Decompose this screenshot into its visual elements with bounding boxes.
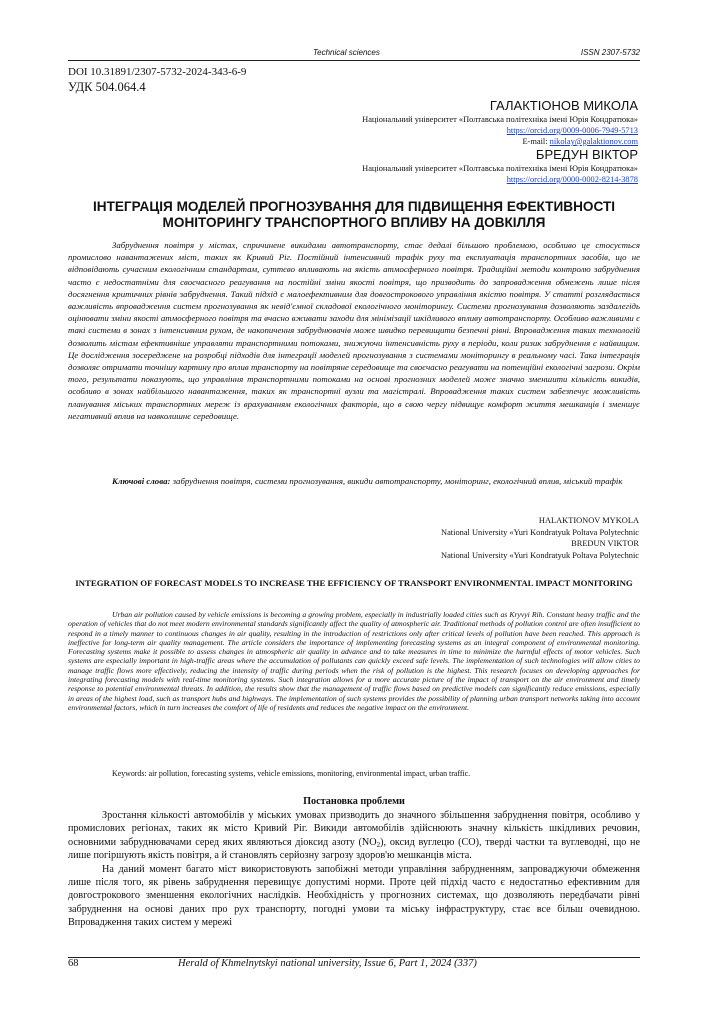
body-text-run: ), оксид вуглецю (CO), тверді частки та вуглеводні, що не лише погіршують якість повітря, а й становлять серйозну загрозу здоров'ю мешканців міста.: [68, 836, 640, 862]
author-affiliation: Національний університет «Полтавська політехніка імені Юрія Кондратюка»: [362, 164, 638, 173]
body-text: [68, 809, 640, 930]
abstract-uk-text: Забруднення повітря у містах, спричинене викидами автотранспорту, стає дедалі більшою проблемою, особливо це стосується промислово навантажених міст, таких як Кривий Ріг. Постійний інтенсивний трафік руху та експлуатація транспортних засобів, що не відповідають сучасним екологічним стандартам, суттєво впливають на якість атмосферного повітря. Традиційні методи контролю забруднення часто є недостатніми для своєчасного реагування на постійні зміни якості повітря, що призводить до запровадження обмежень лише після досягнення критичних рівнів забруднення. Такий підхід є малоефективним для довгострокового управління якістю повітря. У статті розглядається важливість впровадження систем прогнозування як невід'ємної складової екологічного моніторингу. Системи прогнозування дозволяють заздалегідь оцінювати зміни якості атмосферного повітря та вчасно вживати заходи для мінімізації шкідливого впливу автотранспорту. Особливо важливими є такі системи в зонах з інтенсивним рухом, де накопичення забруднювачів може швидко перевищити безпечні рівні. Впровадження таких технологій дозволить містам ефективніше управляти транспортними потоками, знижуючи інтенсивність руху в періоди, коли ризик забруднення є найвищим. Це дослідження зосереджене на розробці підходів для інтеграції моделей прогнозування з системами моніторингу в реальному часі. Така інтеграція дозволяє отримати точнішу картину про вплив транспорту на повітряне середовище та своєчасно реагувати на потенційні екологічні загрози. Окрім того, результати показують, що управління транспортними потоками на основі прогнозних моделей може значно зменшити кількість викидів, особливо в зонах найбільшого навантаження, таких як транспортні вузли та магістралі. Впровадження таких систем забезпечує можливість планування міських транспортних мереж із врахуванням екологічних факторів, що в свою чергу підвищує комфорт життя мешканців і зменшує негативний вплив на навколишнє середовище.: [68, 240, 640, 421]
keywords-uk-text: забруднення повітря, системи прогнозування, викиди автотранспорту, моніторинг, екологічний вплив, міський трафік: [172, 476, 623, 486]
body-paragraph: [68, 809, 640, 863]
abstract-en-text: Urban air pollution caused by vehicle emissions is becoming a growing problem, especially in industrially loaded cities such as Kryvyi Rih. Constant heavy traffic and the operation of vehicles that do not meet modern environmental standards significantly affect the quality of atmospheric air. Traditional methods of pollution control are often insufficient to respond in a timely manner to continuous changes in air quality, resulting in the introduction of restrictions only after critical levels of pollution have been reached. This approach is ineffective for long-term air quality management. The article considers the importance of implementing forecasting systems as an integral component of environmental monitoring. Forecasting systems make it possible to assess changes in atmospheric air quality in advance and to take measures in time to minimize the harmful effects of motor vehicles. Such systems are especially important in high-traffic areas where the accumulation of pollutants can quickly exceed safe levels. The implementation of such technologies will allow cities to manage traffic flows more effectively, reducing the intensity of traffic during periods when the risk of pollution is the highest. This research focuses on developing approaches for integrating forecasting models with real-time monitoring systems. Such integration allows for a more accurate picture of the impact of transport on the air environment and timely response to potential environmental threats. In addition, the results show that the management of traffic flows based on predictive models can significantly reduce emissions, especially in areas of the highest load, such as transport hubs and highways. The implementation of such systems provides the possibility of planning urban transport networks taking into account environmental factors, which in turn increases the comfort of life of residents and reduces the negative impact on the environment.: [68, 610, 640, 712]
author-orcid-link[interactable]: https://orcid.org/0009-0006-7949-5713: [506, 126, 638, 135]
authors-uk: [218, 98, 638, 185]
doi[interactable]: DOI 10.31891/2307-5732-2024-343-6-9: [68, 66, 247, 78]
authors-en: [219, 515, 639, 561]
author-email-link[interactable]: nikolay@galaktionov.com: [549, 137, 638, 146]
header-rule: [68, 60, 640, 61]
section-title: Постановка проблеми: [303, 796, 405, 807]
running-header: [68, 47, 640, 61]
subscript: 2: [376, 840, 381, 849]
author-name: БРЕДУН ВІКТОР: [535, 147, 638, 162]
running-footer: [68, 958, 640, 972]
body-paragraph: На даний момент багато міст використовують запобіжні методи управління забрудненням, запроваджуючи обмеження лише після того, як рівень забруднення перевищує допустимі норми. Проте цей підхід часто є недостатньо ефективним для довгострокового зменшення екологічних наслідків. Необхідність у прогнозних системах, що дозволяють передбачати рівні забруднення на основі даних про рух транспорту, погодні умови та міську інфраструктуру, стає все більш очевидною. Впровадження таких систем у мережі: [68, 863, 640, 929]
body-text-run: Зростання кількості автомобілів у міських умовах призводить до значного збільшення забруднення повітря, особливо у промислових регіонах, таких як місто Кривий Ріг. Викиди автомобілів здійснюють значну кількість шкідливих речовин, основними забруднювачами серед яких являються діоксид азоту (NO: [68, 810, 640, 848]
abstract-en: [68, 610, 640, 712]
header-section: Technical sciences: [313, 48, 380, 57]
paper-title-en: INTEGRATION OF FORECAST MODELS TO INCREASE THE EFFICIENCY OF TRANSPORT ENVIRONMENTAL IMPACT MONITORING: [75, 578, 633, 588]
abstract-uk: [68, 239, 640, 422]
author-name: ГАЛАКТІОНОВ МИКОЛА: [489, 98, 638, 113]
keywords-en: Keywords: air pollution, forecasting systems, vehicle emissions, monitoring, environmental impact, urban traffic.: [112, 769, 471, 778]
author-email-row: [218, 136, 638, 147]
page-number: 68: [68, 958, 79, 969]
keywords-uk-label: Ключові слова:: [112, 476, 171, 486]
journal-citation: Herald of Khmelnytskyi national university, Issue 6, Part 1, 2024 (337): [178, 958, 477, 969]
author-name-en: BREDUN VIKTOR: [571, 539, 639, 548]
author-orcid-link[interactable]: https://orcid.org/0000-0002-8214-3878: [506, 175, 638, 184]
author-affiliation-en: National University «Yuri Kondratyuk Poltava Polytechnic: [441, 550, 639, 560]
author-name-en: HALAKTIONOV MYKOLA: [538, 516, 639, 525]
keywords-uk: [68, 475, 640, 487]
author-affiliation: Національний університет «Полтавська політехніка імені Юрія Кондратюка»: [362, 115, 638, 124]
paper-title-uk: ІНТЕГРАЦІЯ МОДЕЛЕЙ ПРОГНОЗУВАННЯ ДЛЯ ПІДВИЩЕННЯ ЕФЕКТИВНОСТІ МОНІТОРИНГУ ТРАНСПОРТНОГО ВПЛИВУ НА ДОВКІЛЛЯ: [92, 199, 616, 230]
email-label: E-mail:: [522, 137, 548, 146]
udk-code: УДК 504.064.4: [68, 80, 146, 94]
header-issn: ISSN 2307-5732: [580, 48, 640, 57]
author-affiliation-en: National University «Yuri Kondratyuk Poltava Polytechnic: [441, 527, 639, 537]
